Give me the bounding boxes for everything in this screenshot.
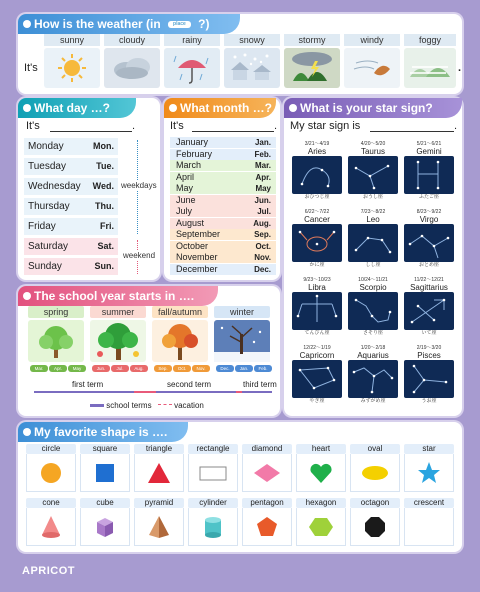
star-jp-name: やぎ座 [309,398,325,404]
weather-title-prefix: How is the weather (in [34,17,161,31]
shape-label: crescent [404,498,454,508]
month-abbr: Oct. [255,241,271,251]
star-jp-name: うお座 [421,398,437,404]
weather-label-rainy: rainy [164,34,220,46]
school-month-chip: Feb. [254,365,272,372]
star-dates: 12/22～1/19 [303,345,331,351]
star-dates: 10/24～11/21 [358,277,388,283]
star-dates: 7/23～8/22 [360,209,386,215]
term-third-label: third term [243,380,277,389]
day-row-thursday[interactable] [24,198,118,215]
star-name: Aries [307,147,327,156]
square-shape-icon [91,459,119,487]
shape-card-oval[interactable] [350,444,400,492]
month-abbr: Dec. [254,264,271,274]
star-sign-blank-line[interactable] [370,131,454,132]
day-abbr: Sat. [97,241,114,251]
term-first-label: first term [72,380,104,389]
shape-card-diamond[interactable] [242,444,292,492]
day-name: Friday [28,221,56,232]
day-its: It's [26,120,40,132]
star-dates: 1/20～2/18 [360,345,386,351]
school-month-chip: Nov. [192,365,210,372]
weather-label-windy: windy [344,34,400,46]
star-sign-header [284,98,462,118]
month-row-july[interactable] [170,206,276,217]
day-row-tuesday[interactable] [24,158,118,175]
star-card-aquarius[interactable] [348,345,398,405]
star-dates: 2/19～3/20 [416,345,442,351]
term-second-label: second term [167,380,212,389]
umbrella-icon [172,52,212,84]
weekdays-label: weekdays [121,181,157,190]
school-month-chip: Jan. [235,365,253,372]
day-row-sunday[interactable] [24,258,118,275]
star-name: Scorpio [359,283,387,292]
star-jp-name: かに座 [309,262,325,268]
month-abbr: Mar. [254,161,271,170]
school-month-chip: May [68,365,86,372]
month-its: It's [170,120,184,132]
star-card-taurus[interactable] [348,141,398,201]
shape-card-crescent[interactable] [404,498,454,546]
shape-label: pyramid [134,498,184,508]
cube-shape-icon [91,513,119,541]
month-abbr: May [255,184,271,193]
month-name: July [176,206,193,216]
month-name: February [176,148,213,159]
pyramid-shape-icon [145,513,173,541]
star-name: Aquarius [357,351,389,360]
storm-icon [289,51,335,85]
crab-constellation-icon [292,224,342,262]
weather-card-stormy[interactable] [284,48,340,88]
weather-end-dot: . [458,62,462,74]
shape-label: hexagon [296,498,346,508]
star-name: Cancer [304,215,330,224]
star-jp-name: ふたご座 [418,194,439,200]
brand-logo: APRICOT [22,565,75,577]
archer-constellation-icon [404,292,454,330]
day-abbr: Sun. [94,261,114,271]
star-card-gemini[interactable] [404,141,454,201]
weather-label-stormy: stormy [284,34,340,46]
day-name: Tuesday [28,161,66,172]
shape-card-square[interactable] [80,444,130,492]
season-label-winter: winter [214,306,270,318]
month-row-december[interactable] [170,264,276,275]
shape-card-triangle[interactable] [134,444,184,492]
oval-shape-icon [359,459,391,487]
shape-label: square [80,444,130,454]
star-name: Taurus [360,147,385,156]
shape-label: cylinder [188,498,238,508]
shape-card-star[interactable] [404,444,454,492]
shape-card-octagon[interactable] [350,498,400,546]
triangle-shape-icon [145,459,173,487]
month-row-october[interactable] [170,241,276,252]
day-end-dot: . [132,120,136,132]
day-abbr: Thu. [95,201,114,211]
month-row-september[interactable] [170,229,276,240]
cone-shape-icon [37,513,65,541]
month-name: October [176,240,209,251]
shape-card-pyramid[interactable] [134,498,184,546]
star-jp-name: しし座 [365,262,381,268]
month-name: January [176,137,209,147]
fog-icon [408,53,452,83]
scorpion-constellation-icon [348,292,398,330]
month-row-april[interactable] [170,172,276,183]
sun-icon [54,52,90,84]
month-row-january[interactable] [170,137,276,148]
star-sign-title: What is your star sign? [300,101,433,115]
star-dates: 4/20～5/20 [360,141,386,147]
star-card-capricorn[interactable] [292,345,342,405]
day-abbr: Fri. [99,221,114,231]
star-card-virgo[interactable] [404,209,454,269]
cylinder-shape-icon [199,513,227,541]
school-legend [90,401,204,410]
season-card-autumn[interactable] [152,320,208,362]
star-name: Gemini [416,147,442,156]
day-title: What day …? [34,101,111,115]
month-name: December [176,263,218,274]
weather-card-windy[interactable] [344,48,400,88]
summer-tree-icon [90,320,146,362]
day-name: Thursday [28,201,70,212]
weather-label-cloudy: cloudy [104,34,160,46]
day-name: Saturday [28,241,69,252]
goat-constellation-icon [292,360,342,398]
legend-terms-swatch [90,404,104,407]
month-row-march[interactable] [170,160,276,171]
weather-label-sunny: sunny [44,34,100,46]
weather-title-suffix: ?) [198,17,210,31]
shape-label: star [404,444,454,454]
school-year-title: The school year starts in …. [34,289,195,303]
legend-vacation-swatch [158,404,172,407]
season-card-summer[interactable] [90,320,146,362]
month-name: April [176,171,195,182]
month-name: May [176,183,194,193]
month-name: November [176,252,218,262]
weather-card-foggy[interactable] [404,48,456,88]
star-card-libra[interactable] [292,277,342,337]
star-shape-icon [415,459,443,487]
day-row-friday[interactable] [24,218,118,235]
school-month-chip: Apr. [49,365,67,372]
shape-label: rectangle [188,444,238,454]
month-row-may[interactable] [170,183,276,194]
month-name: June [176,194,196,205]
day-blank-line[interactable] [50,131,132,132]
winter-tree-icon [214,320,270,362]
weather-card-cloudy[interactable] [104,48,160,88]
school-month-chip: Jul. [111,365,129,372]
term-bar-second [156,391,236,393]
pentagon-shape-icon [253,513,281,541]
day-row-saturday[interactable] [24,238,118,255]
diamond-shape-icon [251,459,283,487]
shape-card-heart[interactable] [296,444,346,492]
spring-tree-icon [28,320,84,362]
shape-card-cone[interactable] [26,498,76,546]
month-row-june[interactable] [170,195,276,206]
star-card-pisces[interactable] [404,345,454,405]
lion-constellation-icon [348,224,398,262]
month-row-november[interactable] [170,252,276,263]
month-abbr: Jan. [254,138,271,147]
school-month-chip: Dec. [216,365,234,372]
month-name: March [176,160,202,170]
shape-label: heart [296,444,346,454]
star-sign-end-dot: . [454,120,458,132]
star-dates: 5/21～6/21 [416,141,442,147]
shape-label: pentagon [242,498,292,508]
crescent-shape-icon [415,513,443,541]
month-header [164,98,276,118]
day-name: Monday [28,141,64,152]
shape-label: cone [26,498,76,508]
star-jp-name: おひつじ座 [304,194,330,200]
month-abbr: Feb. [254,149,271,159]
day-abbr: Tue. [96,161,114,171]
shape-label: diamond [242,444,292,454]
star-name: Capricorn [299,351,335,360]
weather-its: It's [24,62,38,74]
star-card-aries[interactable] [292,141,342,201]
star-card-leo[interactable] [348,209,398,269]
star-dates: 11/22～12/21 [414,277,444,283]
day-row-monday[interactable] [24,138,118,155]
weather-header [18,14,240,34]
star-name: Leo [366,215,380,224]
month-abbr: Sep. [254,230,271,239]
shape-label: oval [350,444,400,454]
month-name: August [176,217,205,228]
legend-terms-label: school terms [106,401,152,410]
month-abbr: Apr. [255,172,271,182]
month-row-august[interactable] [170,218,276,229]
school-month-chip: Jun. [92,365,110,372]
star-jp-name: さそり座 [362,330,383,336]
month-abbr: Aug. [253,218,271,228]
star-jp-name: みずがめ座 [360,398,386,404]
shapes-title: My favorite shape is …. [34,425,168,439]
month-abbr: Jun. [254,195,271,205]
school-month-chip: Sep. [154,365,172,372]
shape-label: circle [26,444,76,454]
weather-label-foggy: foggy [404,34,456,46]
star-name: Sagittarius [410,283,448,292]
octagon-shape-icon [361,513,389,541]
month-abbr: Jul. [257,207,271,216]
water-bearer-constellation-icon [348,360,398,398]
month-abbr: Nov. [254,253,271,262]
term-bar-third [242,391,272,393]
heart-shape-icon [307,459,335,487]
weather-card-sunny[interactable] [44,48,100,88]
season-card-spring[interactable] [28,320,84,362]
school-month-chip: Aug. [130,365,148,372]
shape-label: octagon [350,498,400,508]
weather-card-rainy[interactable] [164,48,220,88]
star-card-cancer[interactable] [292,209,342,269]
shape-card-rectangle[interactable] [188,444,238,492]
term-bar-first [34,391,134,393]
fish-constellation-icon [404,360,454,398]
hexagon-shape-icon [307,513,335,541]
scales-constellation-icon [292,292,342,330]
month-title: What month …? [180,101,272,115]
circle-shape-icon [37,459,65,487]
day-name: Wednesday [28,181,81,192]
cloud-icon [110,54,154,82]
weekend-label: weekend [123,251,156,260]
star-jp-name: おうし座 [362,194,383,200]
star-jp-name: いて座 [421,330,437,336]
vacation-bar-summer [134,391,156,393]
day-abbr: Wed. [92,181,114,191]
leaf-icon [352,53,392,83]
day-name: Sunday [28,261,62,272]
autumn-tree-icon [152,320,208,362]
shape-label: cube [80,498,130,508]
shape-card-pentagon[interactable] [242,498,292,546]
shape-card-circle[interactable] [26,444,76,492]
star-name: Pisces [417,351,441,360]
day-row-wednesday[interactable] [24,178,118,195]
season-card-winter[interactable] [214,320,270,362]
shape-label: triangle [134,444,184,454]
month-end-dot: . [274,120,278,132]
place-tag: place [168,21,191,28]
bull-constellation-icon [348,156,398,194]
school-year-header [18,286,218,306]
shape-card-cube[interactable] [80,498,130,546]
star-jp-name: おとめ座 [418,262,439,268]
weather-label-snowy: snowy [224,34,280,46]
month-row-february[interactable] [170,149,276,160]
rectangle-shape-icon [197,459,229,487]
snow-icon [229,52,275,84]
star-dates: 9/23～10/23 [303,277,331,283]
ram-constellation-icon [292,156,342,194]
star-name: Virgo [419,215,439,224]
weather-card-snowy[interactable] [224,48,280,88]
legend-vacation-label: vacation [174,401,204,410]
day-abbr: Mon. [93,141,114,151]
school-month-chip: Oct. [173,365,191,372]
star-sign-line-text: My star sign is [290,120,361,132]
month-blank-line[interactable] [192,131,274,132]
star-card-scorpio[interactable] [348,277,398,337]
twins-constellation-icon [404,156,454,194]
star-dates: 6/22～7/22 [304,209,330,215]
shape-card-cylinder[interactable] [188,498,238,546]
season-label-summer: summer [90,306,146,318]
shape-card-hexagon[interactable] [296,498,346,546]
star-jp-name: てんびん座 [304,330,330,336]
month-name: September [176,229,221,239]
day-header [18,98,136,118]
star-dates: 8/23～9/22 [416,209,442,215]
star-card-sagittarius[interactable] [404,277,454,337]
shapes-header [18,422,188,442]
season-label-autumn: fall/autumn [152,306,208,318]
maiden-constellation-icon [404,224,454,262]
season-label-spring: spring [28,306,84,318]
school-month-chip: Mar. [30,365,48,372]
star-name: Libra [308,283,326,292]
star-dates: 3/21～4/19 [304,141,330,147]
